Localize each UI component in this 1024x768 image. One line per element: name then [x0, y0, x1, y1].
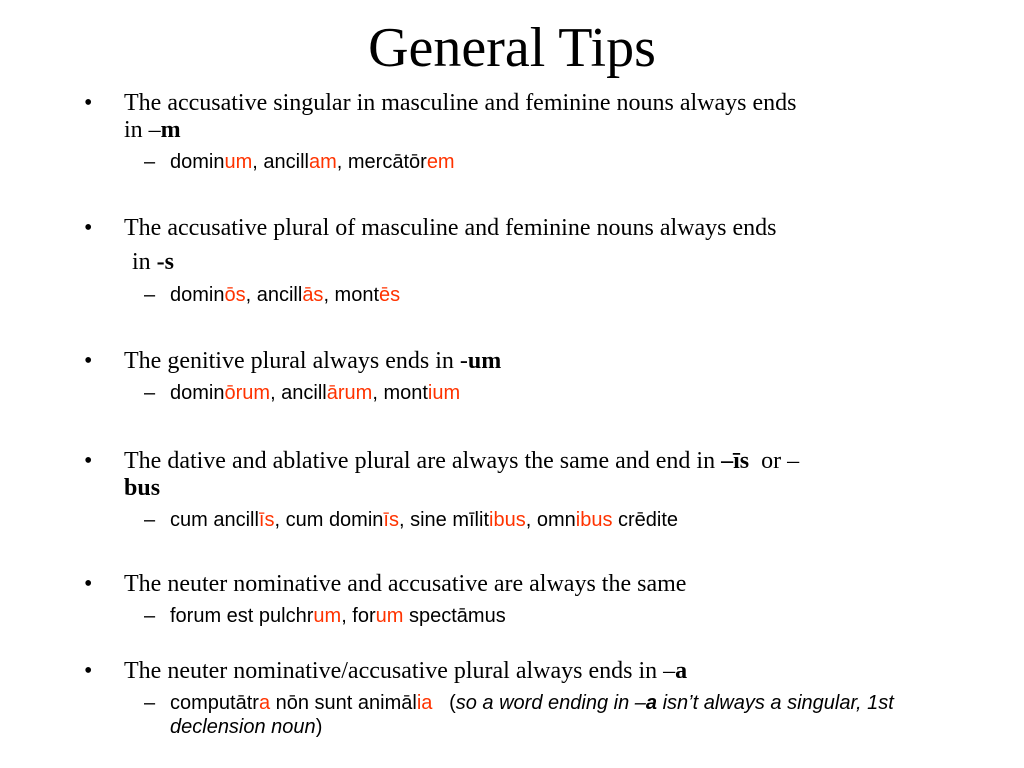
- bullet-text: [124, 571, 944, 598]
- ending: um: [375, 605, 404, 627]
- dash-mark: –: [144, 605, 156, 627]
- bullet-text: [124, 215, 944, 276]
- bullet-mark: •: [84, 348, 93, 374]
- ending-bold: -s: [156, 249, 175, 275]
- bullet-text-line: The genitive plural always ends in -: [124, 348, 468, 374]
- bullet-mark: •: [84, 448, 93, 474]
- stem: , mercātōr: [336, 151, 427, 173]
- bullet-text: [124, 348, 944, 375]
- ending: ōrum: [224, 382, 271, 404]
- ending-bold: bus: [124, 475, 161, 501]
- ending: ia: [416, 692, 433, 714]
- dash-mark: –: [144, 284, 156, 306]
- ending-bold: m: [160, 117, 181, 143]
- bullet-mark: •: [84, 571, 93, 597]
- ending: um: [313, 605, 342, 627]
- dash-mark: –: [144, 692, 156, 714]
- stem: , sine mīlit: [398, 509, 490, 531]
- ending: ibus: [575, 509, 613, 531]
- ending: um: [224, 151, 253, 173]
- stem: cum ancill: [170, 509, 259, 531]
- example-text: [170, 150, 950, 174]
- example-words: [170, 692, 456, 714]
- bullet-text: [124, 448, 944, 502]
- example-text: [170, 381, 950, 405]
- ending-bold: um: [467, 348, 502, 374]
- bullet-text-part: or –: [749, 448, 800, 474]
- ending: ārum: [326, 382, 373, 404]
- ending: am: [308, 151, 337, 173]
- ending: ōs: [224, 284, 246, 306]
- stem: crēdite: [612, 509, 679, 531]
- ending-bold: –īs: [721, 448, 750, 474]
- page-title: General Tips: [368, 17, 656, 79]
- bullet-text-line: [132, 249, 174, 276]
- ending-bold: a: [675, 658, 688, 684]
- bullet-text-line: The neuter nominative and accusative are always the same: [124, 571, 687, 597]
- paren-open: (: [432, 692, 456, 714]
- stem: domin: [170, 284, 225, 306]
- stem: spectāmus: [403, 605, 506, 627]
- bullet-text-line: in –: [124, 117, 161, 143]
- ending: em: [426, 151, 455, 173]
- note-text: so a word ending in –: [455, 692, 646, 714]
- bullet-mark: •: [84, 90, 93, 116]
- dash-mark: –: [144, 382, 156, 404]
- stem: forum est pulchr: [170, 605, 314, 627]
- dash-mark: –: [144, 151, 156, 173]
- ending: īs: [258, 509, 275, 531]
- example-text: [170, 508, 950, 532]
- stem: , ancill: [252, 151, 309, 173]
- bullet-text: [124, 658, 944, 685]
- stem: , cum domin: [274, 509, 384, 531]
- stem: , for: [341, 605, 376, 627]
- bullet-text-part: The neuter nominative/accusative plural always ends in –: [124, 658, 676, 684]
- paren-close: ): [315, 716, 323, 738]
- dash-mark: –: [144, 509, 156, 531]
- bullet-text-part: in: [132, 249, 157, 275]
- example-text: [170, 283, 950, 307]
- stem: , omn: [525, 509, 576, 531]
- ending: a: [258, 692, 271, 714]
- note-text: isn’t always a singular, 1st declension noun: [170, 692, 894, 738]
- ending: ēs: [379, 284, 401, 306]
- ending: ium: [427, 382, 461, 404]
- bullet-text-line: The accusative plural of masculine and feminine nouns always ends: [124, 215, 777, 241]
- bullet-text-line: The accusative singular in masculine and feminine nouns always ends: [124, 90, 797, 116]
- example-text: [170, 604, 950, 628]
- stem: , ancill: [270, 382, 327, 404]
- stem: domin: [170, 382, 225, 404]
- ending: ās: [302, 284, 324, 306]
- bullet-mark: •: [84, 215, 93, 241]
- bullet-mark: •: [84, 658, 93, 684]
- note-bold: a: [645, 692, 658, 714]
- bullet-text: [124, 90, 944, 144]
- stem: domin: [170, 151, 225, 173]
- stem: , mont: [372, 382, 428, 404]
- stem: , ancill: [245, 284, 303, 306]
- ending: īs: [383, 509, 399, 531]
- ending: ibus: [489, 509, 526, 531]
- stem: , mont: [323, 284, 380, 306]
- example-text: [170, 691, 950, 739]
- stem: nōn sunt animāl: [270, 692, 417, 714]
- stem: computātr: [170, 692, 259, 714]
- bullet-text-part: The dative and ablative plural are always the same and end in: [124, 448, 722, 474]
